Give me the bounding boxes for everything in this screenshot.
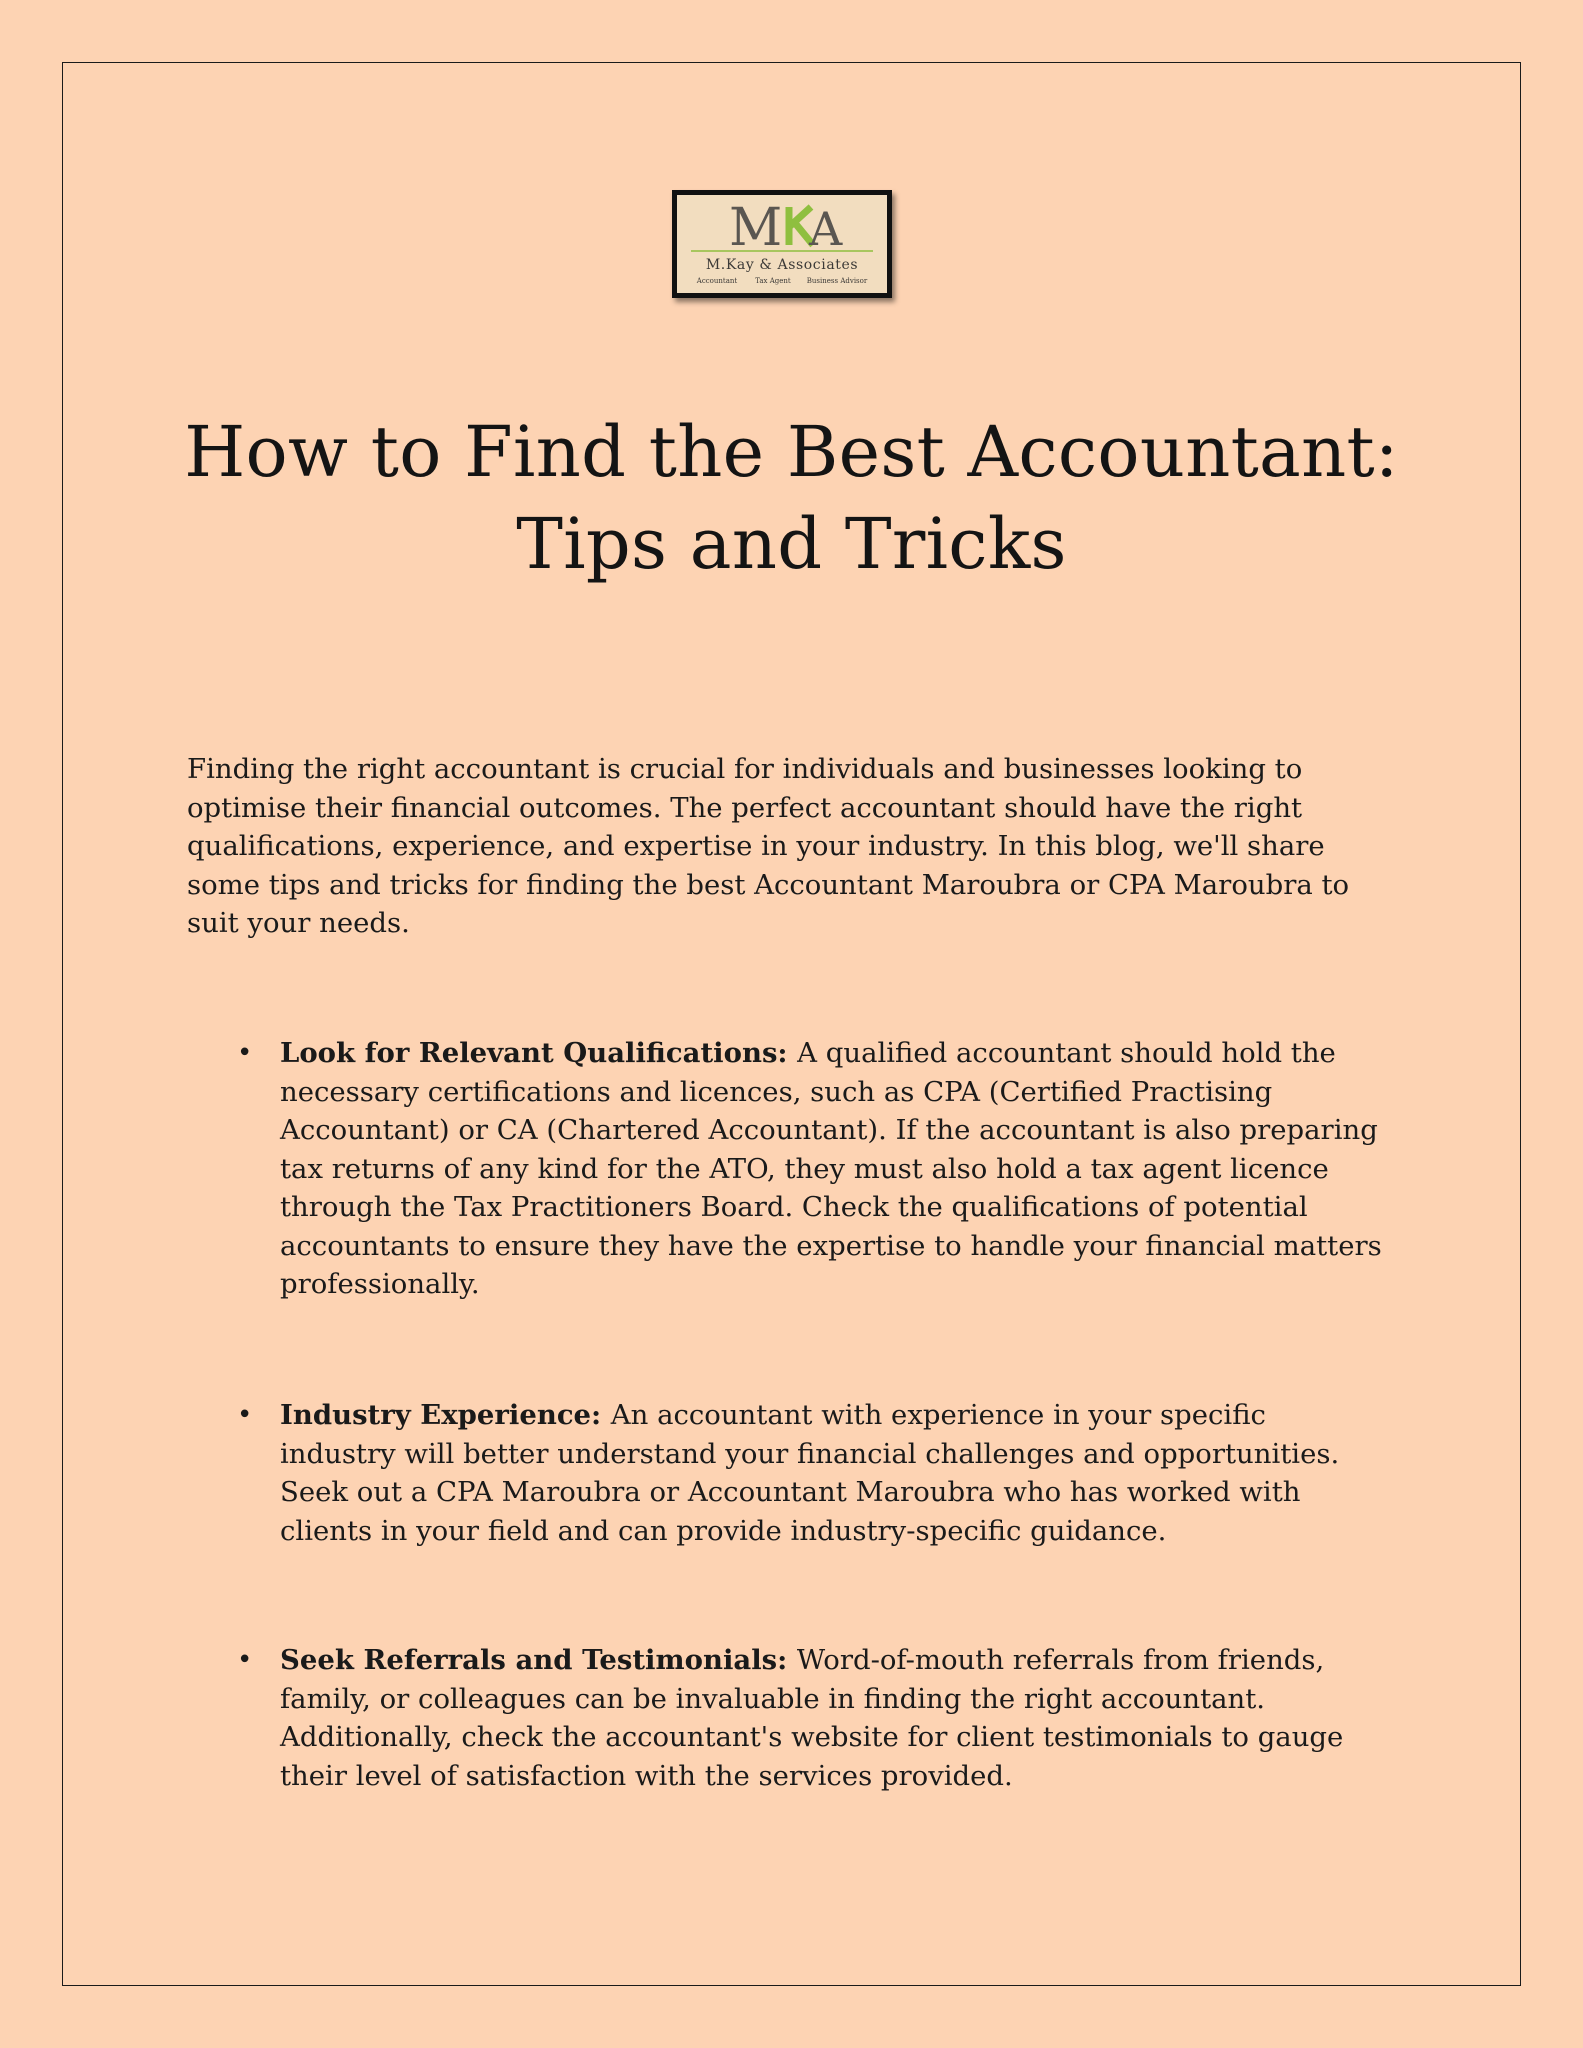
- logo-service-business-advisor: Business Advisor: [806, 277, 868, 285]
- logo-firm-name: M.Kay & Associates: [705, 257, 859, 273]
- title-line-2: Tips and Tricks: [516, 503, 1067, 585]
- tip-body: A qualified accountant should hold the necessary certifications and licences, such as CPA (Certified Practising Accountant) or CA (Chartered Accountant). If the accountant is also preparing tax returns of any kind for the ATO, they must also hold a tax agent licence through the Tax Practitioners Board. Check the qualifications of potential accountants to ensure they have the expertise to handle your financial matters professionally.: [280, 1037, 1382, 1300]
- tip-body: An accountant with experience in your specific industry will better understand your financial challenges and opportunities. Seek out a CPA Maroubra or Accountant Maroubra who has worked with clients in your field and can provide industry-specific guidance.: [280, 1399, 1340, 1547]
- company-logo: [672, 190, 892, 298]
- tip-item: [237, 1641, 1390, 1795]
- title-line-1: How to Find the Best Accountant:: [184, 411, 1399, 493]
- logo-service-tax-agent: Tax Agent: [755, 277, 791, 285]
- tip-heading: Industry Experience:: [280, 1399, 611, 1431]
- bullet-icon: •: [237, 1038, 253, 1068]
- tip-item: [237, 1034, 1390, 1304]
- page-title: [0, 406, 1583, 590]
- logo-service-accountant: Accountant: [696, 277, 738, 285]
- tip-body: Word-of-mouth referrals from friends, family, or colleagues can be invaluable in finding the right accountant. Additionally, check the accountant's website for client testimonials to gauge their level of satisfaction with the services provided.: [280, 1644, 1344, 1792]
- intro-paragraph: Finding the right accountant is crucial for individuals and businesses looking to optimise their financial outcomes. The perfect accountant should have the right qualifications, experience, and expertise in your industry. In this blog, we'll share some tips and tricks for finding the best Accountant Maroubra or CPA Maroubra to suit your needs.: [187, 753, 1350, 939]
- bullet-icon: •: [237, 1645, 253, 1675]
- svg-text:M: M: [729, 198, 783, 258]
- bullet-icon: •: [237, 1400, 253, 1430]
- tip-item: [237, 1396, 1390, 1550]
- tip-heading: Look for Relevant Qualifications:: [280, 1037, 798, 1069]
- svg-text:A: A: [809, 202, 843, 256]
- tip-heading: Seek Referrals and Testimonials:: [280, 1644, 797, 1676]
